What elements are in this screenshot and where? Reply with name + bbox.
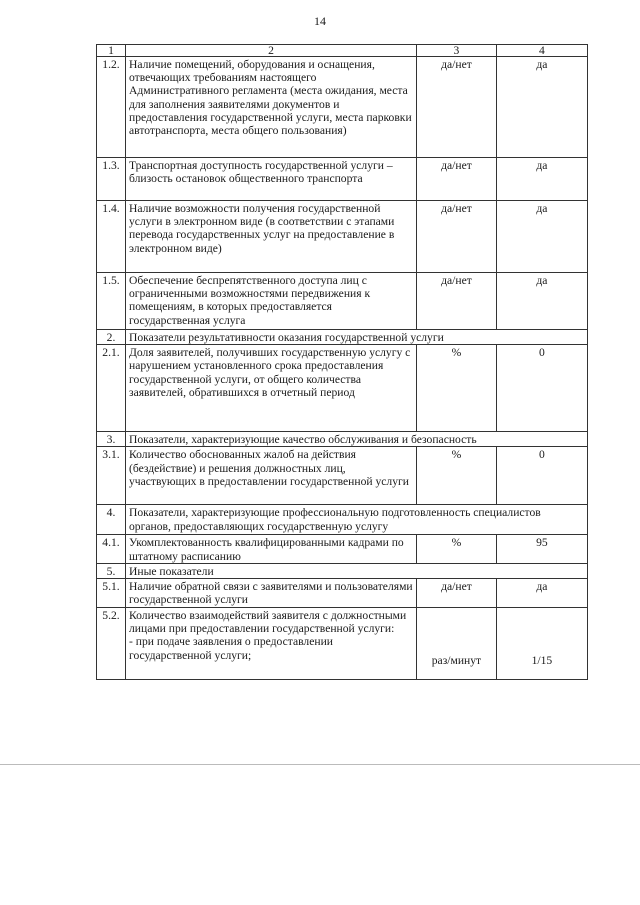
norm-value-cell: да xyxy=(496,579,587,608)
header-cell-1: 1 xyxy=(97,45,126,57)
indicator-name: Доля заявителей, получивших государственную услугу с нарушением установленного срока предоставления государственной услуги, от общего количества заявителей, обратившихся в отчетный период xyxy=(126,345,417,432)
unit-cell: да/нет xyxy=(417,579,497,608)
norm-value-cell: да xyxy=(496,273,587,330)
unit-cell: да/нет xyxy=(417,57,497,158)
indicator-name: Обеспечение беспрепятственного доступа лиц с ограниченными возможностями передвижения к помещениям, в которых предоставляется государственная услуга xyxy=(126,273,417,330)
norm-value-cell: 95 xyxy=(496,535,587,563)
table-row xyxy=(97,273,588,330)
table-row xyxy=(97,57,588,158)
unit-cell: % xyxy=(417,535,497,563)
table-row xyxy=(97,579,588,608)
table-row xyxy=(97,201,588,273)
table-header-row xyxy=(97,45,588,57)
table-row xyxy=(97,345,588,432)
indicator-name: Транспортная доступность государственной услуги – близость остановок общественного транспорта xyxy=(126,158,417,201)
section-title: Показатели, характеризующие качество обслуживания и безопасность xyxy=(126,432,588,447)
norm-value-cell: да xyxy=(496,57,587,158)
section-row xyxy=(97,563,588,578)
indicator-name: Количество обоснованных жалоб на действия (бездействие) и решения должностных лиц, участвующих в предоставлении государственной услуги xyxy=(126,447,417,505)
scan-edge-line xyxy=(0,764,640,765)
table-row xyxy=(97,158,588,201)
unit-cell: да/нет xyxy=(417,273,497,330)
table-row xyxy=(97,608,588,680)
row-number: 1.3. xyxy=(97,158,126,201)
unit-cell: да/нет xyxy=(417,158,497,201)
row-number: 2.1. xyxy=(97,345,126,432)
section-title: Иные показатели xyxy=(126,563,588,578)
table-row xyxy=(97,535,588,563)
norm-value-cell: 0 xyxy=(496,345,587,432)
header-cell-2: 2 xyxy=(126,45,417,57)
norm-value-cell: 0 xyxy=(496,447,587,505)
row-number: 4. xyxy=(97,505,126,535)
row-number: 4.1. xyxy=(97,535,126,563)
section-row xyxy=(97,330,588,345)
norm-value-cell: да xyxy=(496,158,587,201)
row-number: 3.1. xyxy=(97,447,126,505)
section-row xyxy=(97,432,588,447)
header-cell-4: 4 xyxy=(496,45,587,57)
row-number: 5.1. xyxy=(97,579,126,608)
indicator-name: Количество взаимодействий заявителя с должностными лицами при предоставлении государственной услуги: - при подаче заявления о предоставлении государственной услуги; xyxy=(126,608,417,680)
indicator-name: Наличие обратной связи с заявителями и пользователями государственной услуги xyxy=(126,579,417,608)
row-number: 1.2. xyxy=(97,57,126,158)
indicator-name: Укомплектованность квалифицированными кадрами по штатному расписанию xyxy=(126,535,417,563)
unit-cell: раз/минут xyxy=(417,608,497,680)
header-cell-3: 3 xyxy=(417,45,497,57)
table-row xyxy=(97,447,588,505)
norm-value-cell: да xyxy=(496,201,587,273)
row-number: 1.4. xyxy=(97,201,126,273)
indicators-table xyxy=(96,44,588,680)
indicator-name: Наличие помещений, оборудования и оснащения, отвечающих требованиям настоящего Административного регламента (места ожидания, места для заполнения заявителями документов и предоставления государственной услуги, места парковки автотранспорта, места общего пользования) xyxy=(126,57,417,158)
row-number: 5. xyxy=(97,563,126,578)
unit-cell: да/нет xyxy=(417,201,497,273)
row-number: 1.5. xyxy=(97,273,126,330)
page-number: 14 xyxy=(314,14,326,28)
indicator-name: Наличие возможности получения государственной услуги в электронном виде (в соответствии с этапами перевода государственных услуг на предоставление в электронном виде) xyxy=(126,201,417,273)
section-row xyxy=(97,505,588,535)
row-number: 3. xyxy=(97,432,126,447)
norm-value-cell: 1/15 xyxy=(496,608,587,680)
unit-cell: % xyxy=(417,345,497,432)
section-title: Показатели, характеризующие профессиональную подготовленность специалистов органов, предоставляющих государственную услугу xyxy=(126,505,588,535)
row-number: 2. xyxy=(97,330,126,345)
section-title: Показатели результативности оказания государственной услуги xyxy=(126,330,588,345)
unit-cell: % xyxy=(417,447,497,505)
row-number: 5.2. xyxy=(97,608,126,680)
